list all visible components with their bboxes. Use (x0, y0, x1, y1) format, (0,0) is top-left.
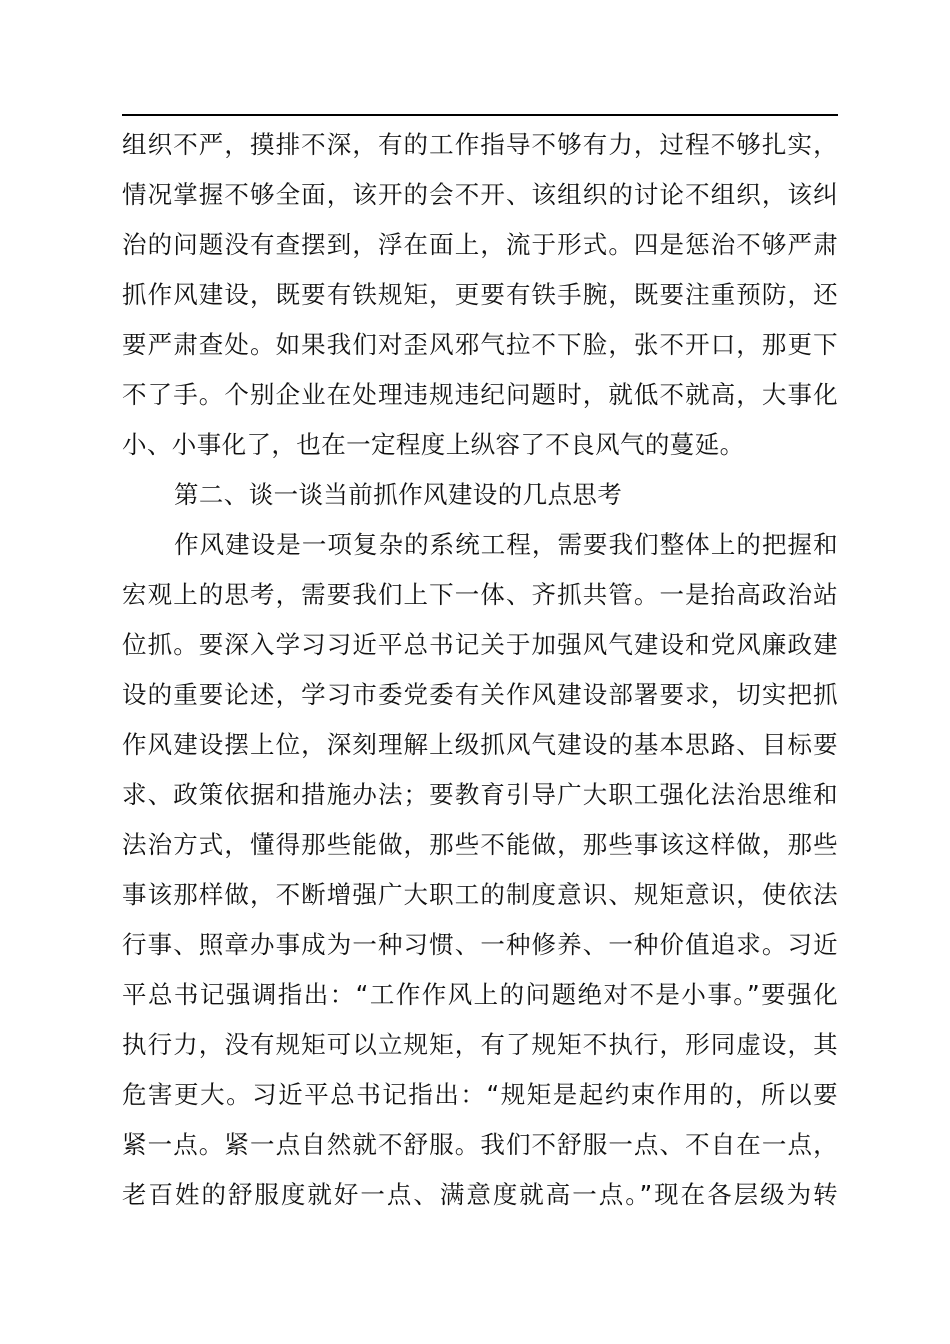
section-heading: 第二、谈一谈当前抓作风建设的几点思考 (174, 480, 623, 509)
document-body (122, 120, 838, 1220)
text-line: 设的重要论述，学习市委党委有关作风建设部署要求，切实把抓 (122, 680, 838, 709)
text-line: 宏观上的思考，需要我们上下一体、齐抓共管。一是抬高政治站 (122, 580, 838, 609)
text-line: 不了手。个别企业在处理违规违纪问题时，就低不就高，大事化 (122, 380, 838, 409)
header-rule (122, 114, 838, 116)
text-line: 紧一点。紧一点自然就不舒服。我们不舒服一点、不自在一点， (122, 1130, 838, 1159)
text-line: 平总书记强调指出：“工作作风上的问题绝对不是小事。”要强化 (122, 980, 838, 1009)
text-line: 位抓。要深入学习习近平总书记关于加强风气建设和党风廉政建 (122, 630, 838, 659)
paragraph-first-line: 作风建设是一项复杂的系统工程，需要我们整体上的把握和 (174, 530, 838, 559)
text-line: 情况掌握不够全面，该开的会不开、该组织的讨论不组织，该纠 (122, 180, 838, 209)
text-line: 老百姓的舒服度就好一点、满意度就高一点。”现在各层级为转 (122, 1180, 838, 1209)
text-line: 组织不严，摸排不深，有的工作指导不够有力，过程不够扎实， (122, 130, 838, 159)
text-line: 执行力，没有规矩可以立规矩，有了规矩不执行，形同虚设，其 (122, 1030, 838, 1059)
text-line: 抓作风建设，既要有铁规矩，更要有铁手腕，既要注重预防，还 (122, 280, 838, 309)
text-line: 行事、照章办事成为一种习惯、一种修养、一种价值追求。习近 (122, 930, 838, 959)
text-line: 事该那样做，不断增强广大职工的制度意识、规矩意识，使依法 (122, 880, 838, 909)
text-line: 法治方式，懂得那些能做，那些不能做，那些事该这样做，那些 (122, 830, 838, 859)
text-line: 求、政策依据和措施办法；要教育引导广大职工强化法治思维和 (122, 780, 838, 809)
paragraph-end-line: 小、小事化了，也在一定程度上纵容了不良风气的蔓延。 (122, 430, 745, 459)
text-line: 危害更大。习近平总书记指出：“规矩是起约束作用的，所以要 (122, 1080, 838, 1109)
text-line: 治的问题没有查摆到，浮在面上，流于形式。四是惩治不够严肃 (122, 230, 838, 259)
text-line: 作风建设摆上位，深刻理解上级抓风气建设的基本思路、目标要 (122, 730, 838, 759)
text-line: 要严肃查处。如果我们对歪风邪气拉不下脸，张不开口，那更下 (122, 330, 838, 359)
